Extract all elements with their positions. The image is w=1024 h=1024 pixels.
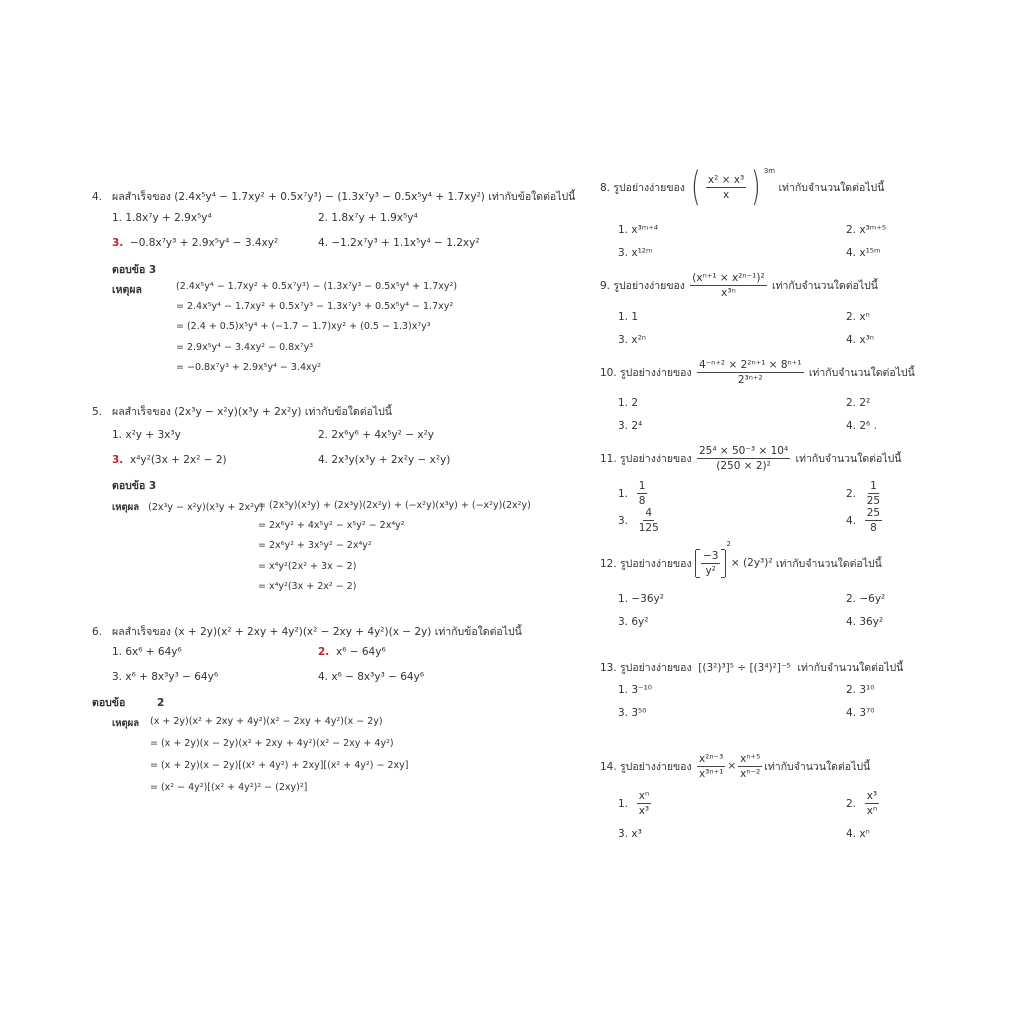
q4-stem: 4. ผลสำเร็จของ (2.4x⁵y⁴ − 1.7xy² + 0.5x⁷y³) − (1.3x⁷y³ − 0.5x⁵y⁴ + 1.7xy²) เท่ากับข้อใดต่อไปนี้: [92, 191, 576, 203]
q11-fraction: $\frac{\text{25⁴ × 50⁻³ × 10⁴}}{\text{(250 × 2)²}}$: [698, 444, 789, 472]
q6-step-0: (x + 2y)(x² + 2xy + 4y²)(x² − 2xy + 4y²)(x − 2y): [150, 716, 383, 727]
q10-option-1: 1. 2: [618, 397, 639, 409]
q11-option-3: 3. $\frac{4}{125}$: [618, 507, 659, 534]
q11-stem: 11. รูปอย่างง่ายของ $\frac{\text{25⁴ × 50⁻³ × 10⁴}}{\text{(250 × 2)²}}$ เท่ากับจำนวนใดต่อไปนี้: [600, 444, 902, 472]
q9-stem: 9. รูปอย่างง่ายของ $\frac{\text{(xⁿ⁺¹ × x²ⁿ⁻¹)²}}{\text{x³ⁿ}}$ เท่ากับจำนวนใดต่อไปนี้: [600, 271, 878, 299]
q4-reason-label: เหตุผล: [112, 284, 142, 296]
q5-step-1: = 2x⁶y² + 4x⁵y² − x⁵y² − 2x⁴y²: [258, 520, 405, 531]
q6-answer: ตอบข้อ 2: [92, 697, 165, 709]
q5-reason: เหตุผล (2x³y − x²y)(x³y + 2x²y): [112, 502, 264, 513]
q8-option-4: 4. x¹⁵ᵐ: [846, 247, 881, 259]
q5-stem: 5. ผลสำเร็จของ (2x³y − x²y)(x³y + 2x²y) เท่ากับข้อใดต่อไปนี้: [92, 406, 392, 418]
q12-option-3: 3. 6y²: [618, 616, 649, 628]
q5-option-4: 4. 2x³y(x³y + 2x²y − x²y): [318, 454, 451, 466]
q9-option-4: 4. x³ⁿ: [846, 334, 874, 346]
q12-option-1: 1. −36y²: [618, 593, 664, 605]
q4-option-2: 2. 1.8x⁷y + 1.9x⁵y⁴: [318, 212, 418, 224]
q10-fraction: $\frac{\text{4⁻ⁿ⁺² × 2²ⁿ⁺¹ × 8ⁿ⁺¹}}{\text{2³ⁿ⁺²}}$: [698, 358, 802, 386]
q5-option-2: 2. 2x⁶y⁶ + 4x⁵y² − x²y: [318, 429, 434, 441]
q13-option-4: 4. 3⁷⁰: [846, 707, 875, 719]
q13-option-1: 1. 3⁻¹⁰: [618, 684, 652, 696]
q4-step-4: = −0.8x⁷y³ + 2.9x⁵y⁴ − 3.4xy²: [176, 362, 322, 373]
q6-option-2-num: 2.: [318, 646, 330, 658]
q5-step-2: = 2x⁶y² + 3x⁵y² − 2x⁴y²: [258, 540, 372, 551]
q6-stem: 6. ผลสำเร็จของ (x + 2y)(x² + 2xy + 4y²)(x² − 2xy + 4y²)(x − 2y) เท่ากับข้อใดต่อไปนี้: [92, 626, 522, 638]
q4-step-2: = (2.4 + 0.5)x⁵y⁴ + (−1.7 − 1.7)xy² + (0.5 − 1.3)x⁷y³: [176, 321, 431, 332]
q13-option-2: 2. 3¹⁰: [846, 684, 875, 696]
q12-stem: 12. รูปอย่างง่ายของ $\frac{-3}{\text{y²}}$ 2 × (2y³)² เท่ากับจำนวนใดต่อไปนี้: [600, 540, 882, 577]
q5-option-3-num: 3.: [112, 454, 124, 466]
q5-step-0: = (2x³y)(x³y) + (2x³y)(2x²y) + (−x²y)(x³y) + (−x²y)(2x²y): [258, 500, 531, 511]
q6-step-1: = (x + 2y)(x − 2y)(x² + 2xy + 4y²)(x² − 2xy + 4y²): [150, 738, 394, 749]
q12-option-4: 4. 36y²: [846, 616, 884, 628]
q8-option-2: 2. x³ᵐ⁺⁵: [846, 224, 887, 236]
q14-option-2: 2. $\frac{\text{x³}}{\text{xⁿ}}$: [846, 790, 878, 817]
q5-option-3: 3. x⁴y²(3x + 2x² − 2): [112, 454, 227, 466]
q10-option-2: 2. 2²: [846, 397, 871, 409]
q6-step-2: = (x + 2y)(x − 2y)[(x² + 4y²) + 2xy][(x² + 4y²) − 2xy]: [150, 760, 409, 771]
q14-option-3: 3. x³: [618, 828, 642, 840]
q8-option-3: 3. x¹²ᵐ: [618, 247, 653, 259]
q10-option-3: 3. 2⁴: [618, 420, 643, 432]
q6-reason-label: เหตุผล: [112, 718, 140, 729]
q4-option-1: 1. 1.8x⁷y + 2.9x⁵y⁴: [112, 212, 212, 224]
q10-stem: 10. รูปอย่างง่ายของ $\frac{\text{4⁻ⁿ⁺² × 2²ⁿ⁺¹ × 8ⁿ⁺¹}}{\text{2³ⁿ⁺²}}$ เท่ากับจำนวนใดต่อไปนี้: [600, 358, 915, 386]
q9-option-1: 1. 1: [618, 311, 639, 323]
q8-stem: 8. รูปอย่างง่ายของ ( $\frac{\text{x² × x³}}{x}$ ) 3m เท่ากับจำนวนใดต่อไปนี้: [600, 164, 885, 210]
q5-option-1: 1. x²y + 3x³y: [112, 429, 181, 441]
q4-answer: ตอบข้อ 3: [112, 264, 157, 276]
q4-step-0: (2.4x⁵y⁴ − 1.7xy² + 0.5x⁷y³) − (1.3x⁷y³ − 0.5x⁵y⁴ + 1.7xy²): [176, 281, 458, 292]
q6-step-3: = (x² − 4y²)[(x² + 4y²)² − (2xy)²]: [150, 782, 308, 793]
q12-option-2: 2. −6y²: [846, 593, 886, 605]
q13-option-3: 3. 3⁵⁰: [618, 707, 647, 719]
q4-option-3: 3. −0.8x⁷y³ + 2.9x⁵y⁴ − 3.4xy²: [112, 237, 279, 249]
q4-step-1: = 2.4x⁵y⁴ − 1.7xy² + 0.5x⁷y³ − 1.3x⁷y³ + 0.5x⁵y⁴ − 1.7xy²: [176, 301, 454, 312]
q10-option-4: 4. 2⁶ .: [846, 420, 877, 432]
q6-option-3: 3. x⁶ + 8x³y³ − 64y⁶: [112, 671, 219, 683]
q14-option-1: 1. $\frac{\text{xⁿ}}{\text{x³}}$: [618, 790, 650, 817]
q9-option-2: 2. xⁿ: [846, 311, 870, 323]
q5-step-3: = x⁴y²(2x² + 3x − 2): [258, 561, 357, 572]
q5-answer: ตอบข้อ 3: [112, 480, 157, 492]
q11-option-1: 1. $\frac{1}{8}$: [618, 480, 646, 507]
q8-expression: ( $\frac{\text{x² × x³}}{x}$ ) 3m: [691, 164, 776, 210]
q14-option-4: 4. xⁿ: [846, 828, 870, 840]
q11-option-4: 4. $\frac{25}{8}$: [846, 507, 881, 534]
q13-stem: 13. รูปอย่างง่ายของ [(3²)³]⁵ ÷ [(3⁴)²]⁻⁵ เท่ากับจำนวนใดต่อไปนี้: [600, 662, 904, 674]
q5-step-4: = x⁴y²(3x + 2x² − 2): [258, 581, 357, 592]
q6-option-4: 4. x⁶ − 8x³y³ − 64y⁶: [318, 671, 425, 683]
q4-step-3: = 2.9x⁵y⁴ − 3.4xy² − 0.8x⁷y³: [176, 342, 314, 353]
q8-option-1: 1. x³ᵐ⁺⁴: [618, 224, 659, 236]
q9-option-3: 3. x²ⁿ: [618, 334, 646, 346]
q4-option-3-num: 3.: [112, 237, 124, 249]
q4-option-4: 4. −1.2x⁷y³ + 1.1x⁵y⁴ − 1.2xy²: [318, 237, 480, 249]
q11-option-2: 2. $\frac{1}{25}$: [846, 480, 881, 507]
q14-stem: 14. รูปอย่างง่ายของ $\frac{\text{x²ⁿ⁻³}}{\text{x³ⁿ⁺¹}}$ × $\frac{\text{xⁿ⁺⁵}}{\text{xⁿ⁻²}}$ เท่ากับจำนวนใดต่อไปนี้: [600, 752, 871, 780]
q9-fraction: $\frac{\text{(xⁿ⁺¹ × x²ⁿ⁻¹)²}}{\text{x³ⁿ}}$: [692, 271, 765, 299]
q6-option-2: 2. x⁶ − 64y⁶: [318, 646, 386, 658]
q12-bracket: $\frac{-3}{\text{y²}}$: [695, 550, 726, 577]
q6-option-1: 1. 6x⁶ + 64y⁶: [112, 646, 182, 658]
